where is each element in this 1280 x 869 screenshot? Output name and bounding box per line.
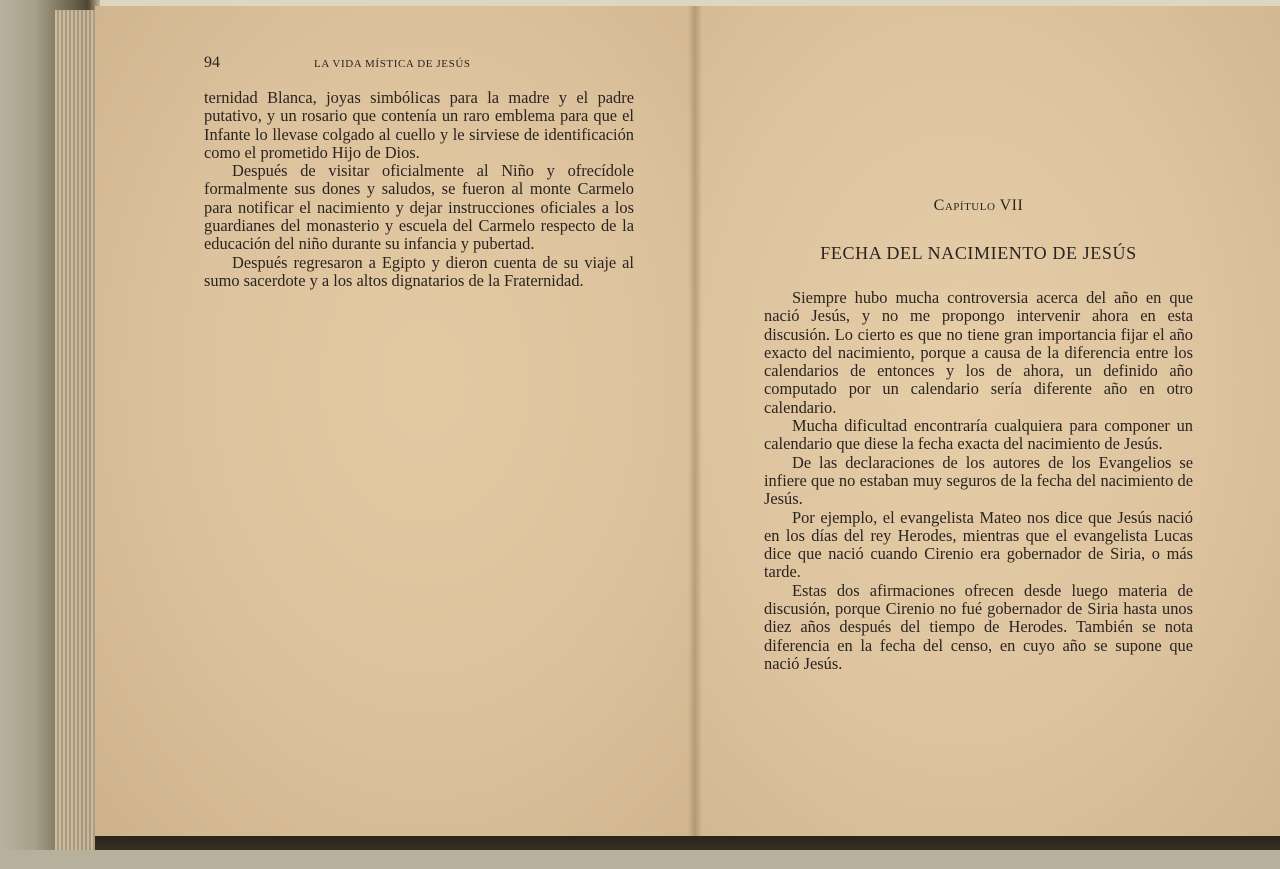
left-paragraph-3: Después regresaron a Egipto y dieron cuenta de su viaje al sumo sacerdote y a los altos dignatarios de la Fraternidad. — [204, 252, 634, 290]
book-gutter — [688, 6, 702, 838]
right-paragraph-2: Mucha dificultad encontraría cualquiera para componer un calendario que diese la fecha exacta del nacimiento de Jesús. — [764, 416, 1193, 454]
right-paragraph-4: Por ejemplo, el evangelista Mateo nos dice que Jesús nació en los días del rey Herodes, mientras que el evangelista Lucas dice que nació cuando Cirenio era gobernador de Siria, o más tarde. — [764, 507, 1193, 582]
right-page-body — [764, 289, 1193, 673]
running-title: LA VIDA MÍSTICA DE JESÚS — [314, 58, 471, 70]
chapter-title: FECHA DEL NACIMIENTO DE JESÚS — [820, 243, 1137, 263]
right-paragraph-3: De las declaraciones de los autores de los Evangelios se infiere que no estaban muy seguros de la fecha del nacimiento de Jesús. — [764, 452, 1193, 509]
left-paragraph-2: Después de visitar oficialmente al Niño y ofrecídole formalmente sus dones y saludos, se fueron al monte Carmelo para notificar el nacimiento y dejar instrucciones oficiales a los guardianes del monasterio y escuela del Carmelo respecto de la educación del niño durante su infancia y pubertad. — [204, 161, 634, 254]
left-page-body — [204, 89, 634, 290]
page-number: 94 — [204, 54, 220, 71]
book-page-edges — [0, 0, 100, 869]
right-paragraph-1: Siempre hubo mucha controversia acerca del año en que nació Jesús, y no me propongo intervenir ahora en esta discusión. Lo cierto es que no tiene gran importancia fijar el año exacto del nacimiento, porque a causa de la diferencia entre los calendarios de entonces y los de ahora, un definido año computado por un calendario sería diferente año en otro calendario. — [764, 288, 1193, 417]
page-stack — [55, 10, 95, 850]
right-paragraph-5: Estas dos afirmaciones ofrecen desde luego materia de discusión, porque Cirenio no fué gobernador de Siria hasta unos diez años después del tiempo de Herodes. También se nota diferencia en la fecha del censo, en cuyo año se supone que nació Jesús. — [764, 580, 1193, 673]
left-paragraph-1: ternidad Blanca, joyas simbólicas para la madre y el padre putativo, y un rosario que contenía un raro emblema para que el Infante lo llevase colgado al cuello y le sirviese de identificación como el prometido Hijo de Dios. — [204, 88, 634, 162]
bottom-strip — [0, 850, 1280, 869]
chapter-label: Capítulo VII — [933, 197, 1024, 214]
